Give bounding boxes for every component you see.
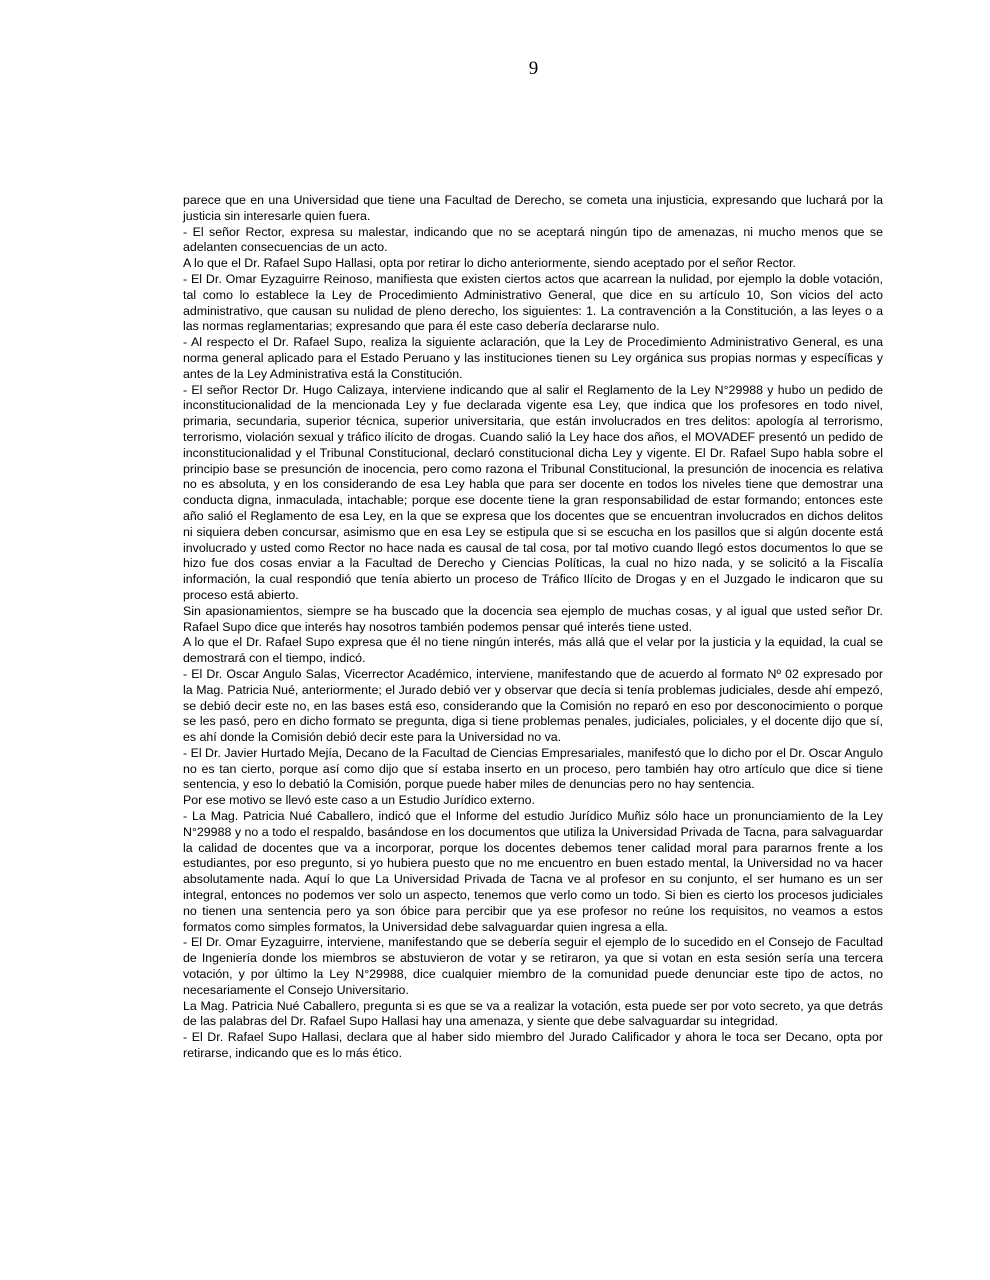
page-number: 9 (528, 58, 539, 79)
paragraph: - El Dr. Oscar Angulo Salas, Vicerrector Académico, interviene, manifestando que de acuerdo al formato Nº 02 expresado por la Mag. Patricia Nué, anteriormente; el Jurado debió ver y observar que decía si tenía problemas judiciales, desde ahí empezó, se debió decir este no, en las bases está eso, considerando que la Comisión no reparó en eso por desconocimiento o porque se les pasó, pero en dicho formato se pregunta, diga si tiene problemas penales, judiciales, policiales, y el docente dijo que sí, es ahí donde la Comisión debió decir este para la Universidad no va. (183, 666, 883, 745)
paragraph: - El Dr. Omar Eyzaguirre, interviene, manifestando que se debería seguir el ejemplo de lo sucedido en el Consejo de Facultad de Ingeniería donde los miembros se abstuvieron de votar y se retiraron, ya que si votan en esta sesión sería una tercera votación, y por último la Ley N°29988, dice cualquier miembro de la comunidad puede denunciar este tipo de actos, no necesariamente el Consejo Universitario. (183, 935, 883, 997)
paragraph: A lo que el Dr. Rafael Supo Hallasi, opta por retirar lo dicho anteriormente, siendo aceptado por el señor Rector. (183, 256, 796, 271)
document-body (183, 193, 883, 1062)
paragraph: - El Dr. Omar Eyzaguirre Reinoso, manifiesta que existen ciertos actos que acarrean la nulidad, por ejemplo la doble votación, tal como lo establece la Ley de Procedimiento Administrativo General, que dice en su artículo 10, Son vicios del acto administrativo, que causan su nulidad de pleno derecho, los siguientes: 1. La contravención a la Constitución, a las leyes o a las normas reglamentarias; expresando que para él este caso debería declararse nulo. (183, 271, 883, 334)
paragraph: - El señor Rector Dr. Hugo Calizaya, interviene indicando que al salir el Reglamento de la Ley N°29988 y hubo un pedido de inconstitucionalidad de la mencionada Ley y fue declarada vigente esa Ley, que indica que los profesores en todo nivel, primaria, secundaria, superior técnica, superior universitaria, que están involucrados en tres delitos: apología al terrorismo, terrorismo, violación sexual y tráfico ilícito de drogas. Cuando salió la Ley hace dos años, el MOVADEF presentó un pedido de inconstitucionalidad y el Tribunal Constitucional, declaró constitucional dicha Ley y vigente. El Dr. Rafael Supo habla sobre el principio base se presunción de inocencia, pero como razona el Tribunal Constitucional, la presunción de inocencia es relativa no es absoluta, y en los considerando de esa Ley habla que para ser docente en todos los niveles tiene que demostrar una conducta digna, inmaculada, intachable; porque ese docente tiene la gran responsabilidad de estar formando; entonces este año salió el Reglamento de esa Ley, en la que se expresa que los docentes que se encuentran involucrados en dichos delitos ni siquiera deben concursar, asimismo que en esa Ley se estipula que si se escucha en los pasillos que si algún docente está involucrado y usted como Rector no hace nada es causal de tal cosa, por tal motivo cuando llegó estos documentos lo que se hizo fue dos cosas enviar a la Facultad de Derecho y Ciencias Políticas, la cual no hizo nada, y se solicitó a la Fiscalía información, la cual respondió que tenía abierto un proceso de Tráfico Ilícito de Drogas y en el Juzgado le indicaron que su proceso está abierto. (183, 382, 883, 602)
paragraph: - El señor Rector, expresa su malestar, indicando que no se aceptará ningún tipo de amenazas, ni mucho menos que se adelanten consecuencias de un acto. (183, 224, 883, 255)
paragraph: Por ese motivo se llevó este caso a un Estudio Jurídico externo. (183, 793, 535, 808)
paragraph: parece que en una Universidad que tiene una Facultad de Derecho, se cometa una injusticia, expresando que luchará por la justicia sin interesarle quien fuera. (183, 193, 883, 223)
paragraph: - La Mag. Patricia Nué Caballero, indicó que el Informe del estudio Jurídico Muñiz sólo hace un pronunciamiento de la Ley N°29988 y no a todo el respaldo, basándose en los documentos que utiliza la Universidad Privada de Tacna, para salvaguardar la calidad de docentes que va a incorporar, porque los docentes debemos tener calidad moral para pararnos frente a los estudiantes, por eso pregunto, si yo hubiera puesto que no me encuentro en buen estado mental, la Universidad no va hacer absolutamente nada. Aquí lo que La Universidad Privada de Tacna ve al profesor en su conjunto, el ser humano es un ser integral, entonces no podemos ver solo un aspecto, tenemos que verlo como un todo. Si bien es cierto los procesos judiciales no tienen una sentencia pero ya son óbice para percibir que ya ese profesor no reúne los requisitos, no veamos a estos formatos como simples formatos, la Universidad debe salvaguardar quien ingresa a ella. (183, 809, 883, 934)
paragraph: Sin apasionamientos, siempre se ha buscado que la docencia sea ejemplo de muchas cosas, y al igual que usted señor Dr. Rafael Supo dice que interés hay nosotros también podemos pensar qué interés tiene usted. (183, 603, 883, 634)
paragraph: La Mag. Patricia Nué Caballero, pregunta si es que se va a realizar la votación, esta puede ser por voto secreto, ya que detrás de las palabras del Dr. Rafael Supo Hallasi hay una amenaza, y siente que debe salvaguardar su integridad. (183, 998, 883, 1029)
paragraph: - Al respecto el Dr. Rafael Supo, realiza la siguiente aclaración, que la Ley de Procedimiento Administrativo General, es una norma general aplicado para el Estado Peruano y las instituciones tienen su Ley orgánica sus propias normas y específicas y antes de la Ley Administrativa está la Constitución. (183, 335, 883, 381)
paragraph: - El Dr. Rafael Supo Hallasi, declara que al haber sido miembro del Jurado Calificador y ahora le toca ser Decano, opta por retirarse, indicando que es lo más ético. (183, 1030, 883, 1061)
paragraph: - El Dr. Javier Hurtado Mejía, Decano de la Facultad de Ciencias Empresariales, manifestó que lo dicho por el Dr. Oscar Angulo no es tan cierto, porque así como dijo que sí estaba inserto en un proceso, pero también hay otro artículo que dice si tiene sentencia, y eso lo debatió la Comisión, porque puede haber miles de denuncias pero no hay sentencia. (183, 745, 883, 792)
paragraph: A lo que el Dr. Rafael Supo expresa que él no tiene ningún interés, más allá que el velar por la justicia y la equidad, la cual se demostrará con el tiempo, indicó. (183, 635, 883, 666)
